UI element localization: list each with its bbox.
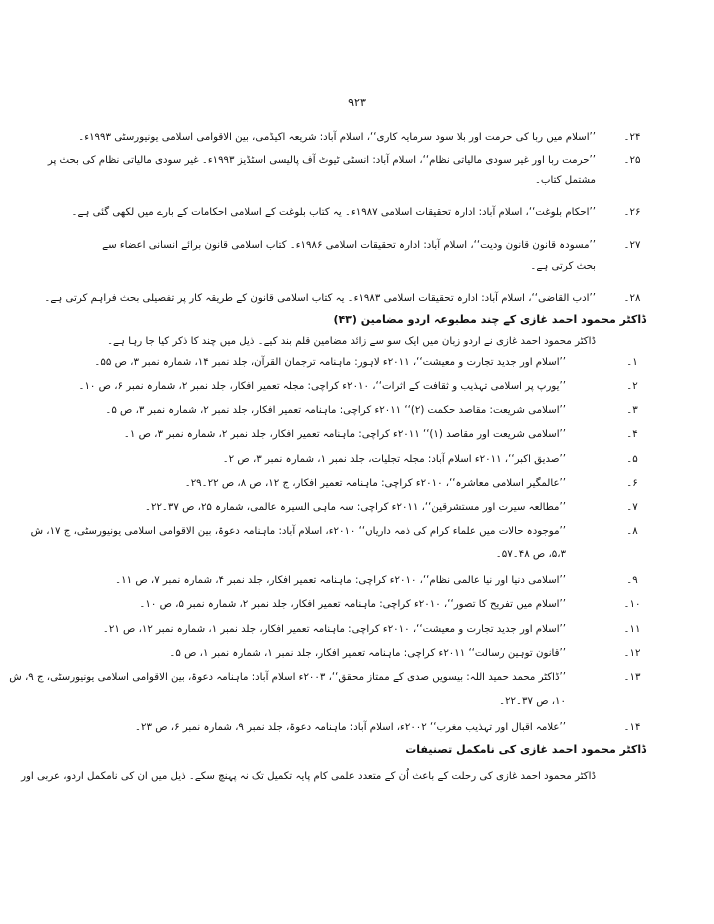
text-line: [0, 668, 714, 688]
item-number: ۱۲۔: [623, 648, 641, 659]
text-line: [0, 450, 714, 470]
text-line: [0, 377, 714, 397]
line-text: ’’موجودہ حالات میں علماء کرام کی ذمہ داریاں‘‘ ۲۰۱۰ء، اسلام آباد: ماہنامہ دعوۃ، بین الاقوامی اسلامی یونیورسٹی، ج ۱۷، ش: [30, 526, 566, 537]
item-number: ۲۴۔: [623, 132, 641, 143]
item-number: ۶۔: [626, 478, 638, 489]
page-number: ۹۲۳: [348, 96, 366, 109]
line-text: ’’مسودہ قانون قانون ودیت‘‘، اسلام آباد: ادارہ تحقیقات اسلامی ۱۹۸۶ء۔ کتاب اسلامی قانون برائے انسانی اعضاء سے: [102, 240, 596, 251]
text-line: [0, 203, 714, 223]
text-line: [0, 498, 714, 518]
text-line: [0, 128, 714, 148]
line-text: ’’صدیق اکبر‘‘، ۲۰۱۱ء اسلام آباد: مجلہ تجلیات، جلد نمبر ۱، شمارہ نمبر ۳، ص ۲۔: [222, 454, 566, 465]
text-line: [0, 767, 714, 787]
line-text: ڈاکٹر محمود احمد غازی کی رحلت کے باعث اُن کے متعدد علمی کام پایہ تکمیل تک نہ پہنچ سکے۔ ذیل میں ان کی نامکمل اردو، عربی اور: [21, 771, 596, 782]
item-number: ۹۔: [626, 575, 638, 586]
text-line: [0, 644, 714, 664]
section-heading: [0, 740, 714, 760]
text-line: [0, 545, 714, 565]
item-number: ۱۳۔: [623, 672, 641, 683]
line-text: ’’اسلام میں تفریح کا تصور‘‘، ۲۰۱۰ء کراچی: ماہنامہ تعمیر افکار، جلد نمبر ۲، شمارہ نمبر ۵، ص ۱۰۔: [139, 599, 566, 610]
text-line: [0, 171, 714, 191]
line-text: ’’علامہ اقبال اور تہذیب مغرب‘‘ ۲۰۰۲ء، اسلام آباد: ماہنامہ دعوۃ، جلد نمبر ۹، شمارہ نمبر ۶، ص ۲۳۔: [135, 722, 566, 733]
line-text: ’’حرمت ربا اور غیر سودی مالیاتی نظام‘‘، اسلام آباد: انسٹی ٹیوٹ آف پالیسی اسٹڈیز ۱۹۹۳ء۔ غیر سودی مالیاتی نظام کی بحث پر: [47, 155, 596, 166]
text-line: [0, 718, 714, 738]
line-text: ’’احکام بلوغت‘‘، اسلام آباد: ادارہ تحقیقات اسلامی ۱۹۸۷ء۔ یہ کتاب بلوغت کے اسلامی احکامات کے بارے میں لکھی گئی ہے۔: [71, 207, 596, 218]
line-text: ۱۰، ص ۳۷۔۲۲۔: [499, 696, 566, 707]
text-line: [0, 289, 714, 309]
item-number: ۳۔: [626, 405, 638, 416]
line-text: ’’ڈاکٹر محمد حمید اللہ: بیسویں صدی کے ممتاز محقق‘‘، ۲۰۰۳ء اسلام آباد: ماہنامہ دعوۃ، بین الاقوامی اسلامی یونیورسٹی، ج ۹، ش: [9, 672, 566, 683]
item-number: ۲۷۔: [623, 240, 641, 251]
text-line: [0, 595, 714, 615]
text-line: [0, 571, 714, 591]
text-line: [0, 332, 714, 352]
item-number: ۲۔: [626, 381, 638, 392]
line-text: ’’یورپ پر اسلامی تہذیب و ثقافت کے اثرات‘‘، ۲۰۱۰ء کراچی: مجلہ تعمیر افکار، جلد نمبر ۲، شمارہ نمبر ۶، ص ۱۰۔: [78, 381, 566, 392]
line-text: ۵،۳، ص ۴۸۔۵۷۔: [495, 549, 566, 560]
text-line: [0, 522, 714, 542]
section-heading: [0, 310, 714, 330]
item-number: ۵۔: [626, 454, 638, 465]
text-line: [0, 257, 714, 277]
text-line: [0, 692, 714, 712]
text-line: [0, 236, 714, 256]
line-text: ’’قانون توہین رسالت‘‘ ۲۰۱۱ء کراچی: ماہنامہ تعمیر افکار، جلد نمبر ۱، شمارہ نمبر ۱، ص ۵۔: [169, 648, 566, 659]
line-text: ڈاکٹر محمود احمد غازی نے اردو زبان میں ایک سو سے زائد مضامین قلم بند کیے۔ ذیل میں چند کا ذکر کیا جا رہا ہے۔: [107, 336, 596, 347]
item-number: ۱۱۔: [623, 624, 641, 635]
line-text: ’’عالمگیر اسلامی معاشرہ‘‘، ۲۰۱۰ء کراچی: ماہنامہ تعمیر افکار، ج ۱۲، ص ۸، ص ۲۲۔۲۹۔: [184, 478, 566, 489]
text-line: [0, 425, 714, 445]
item-number: ۲۶۔: [623, 207, 641, 218]
line-text: بحث کرتی ہے۔: [530, 261, 596, 272]
text-line: [0, 474, 714, 494]
line-text: مشتمل کتاب۔: [534, 175, 596, 186]
heading-text: ڈاکٹر محمود احمد غازی کی نامکمل تصنیفات: [405, 743, 646, 756]
line-text: ’’اسلامی دنیا اور نیا عالمی نظام‘‘، ۲۰۱۰ء کراچی: ماہنامہ تعمیر افکار، جلد نمبر ۴، شمارہ نمبر ۷، ص ۱۱۔: [115, 575, 566, 586]
item-number: ۷۔: [626, 502, 638, 513]
item-number: ۲۸۔: [623, 293, 641, 304]
item-number: ۱۰۔: [623, 599, 641, 610]
line-text: ’’اسلامی شریعت اور مقاصد (۱)‘‘ ۲۰۱۱ء کراچی: ماہنامہ تعمیر افکار، جلد نمبر ۲، شمارہ نمبر ۳، ص ۱۔: [123, 429, 566, 440]
heading-text: ڈاکٹر محمود احمد غازی کے چند مطبوعہ اردو مضامین (۴۳): [333, 313, 646, 326]
text-line: [0, 401, 714, 421]
line-text: ’’اسلام اور جدید تجارت و معیشت‘‘، ۲۰۱۰ء کراچی: ماہنامہ تعمیر افکار، جلد نمبر ۱، شمارہ نمبر ۱۲، ص ۲۱۔: [102, 624, 566, 635]
item-number: ۱۴۔: [623, 722, 641, 733]
line-text: ’’مطالعہ سیرت اور مستشرقین‘‘، ۲۰۱۱ء کراچی: سہ ماہی السیرہ عالمی، شمارہ ۲۵، ص ۳۷۔۲۲۔: [144, 502, 566, 513]
item-number: ۴۔: [626, 429, 638, 440]
text-line: [0, 151, 714, 171]
text-line: [0, 620, 714, 640]
line-text: ’’اسلامی شریعت: مقاصد حکمت (۲)‘‘ ۲۰۱۱ء کراچی: ماہنامہ تعمیر افکار، جلد نمبر ۲، شمارہ نمبر ۳، ص ۵۔: [105, 405, 566, 416]
line-text: ’’اسلام اور جدید تجارت و معیشت‘‘، ۲۰۱۱ء لاہور: ماہنامہ ترجمان القرآن، جلد نمبر ۱۴، شمارہ نمبر ۳، ص ۵۵۔: [94, 357, 566, 368]
line-text: ’’ادب القاضی‘‘، اسلام آباد: ادارہ تحقیقات اسلامی ۱۹۸۳ء۔ یہ کتاب اسلامی قانون کے طریقہ کار پر تفصیلی بحث فراہم کرتی ہے۔: [44, 293, 596, 304]
line-text: ’’اسلام میں ربا کی حرمت اور بلا سود سرمایہ کاری‘‘، اسلام آباد: شریعہ اکیڈمی، بین الاقوامی اسلامی یونیورسٹی ۱۹۹۳ء۔: [78, 132, 596, 143]
text-line: [0, 353, 714, 373]
item-number: ۲۵۔: [623, 155, 641, 166]
item-number: ۱۔: [626, 357, 638, 368]
item-number: ۸۔: [626, 526, 638, 537]
